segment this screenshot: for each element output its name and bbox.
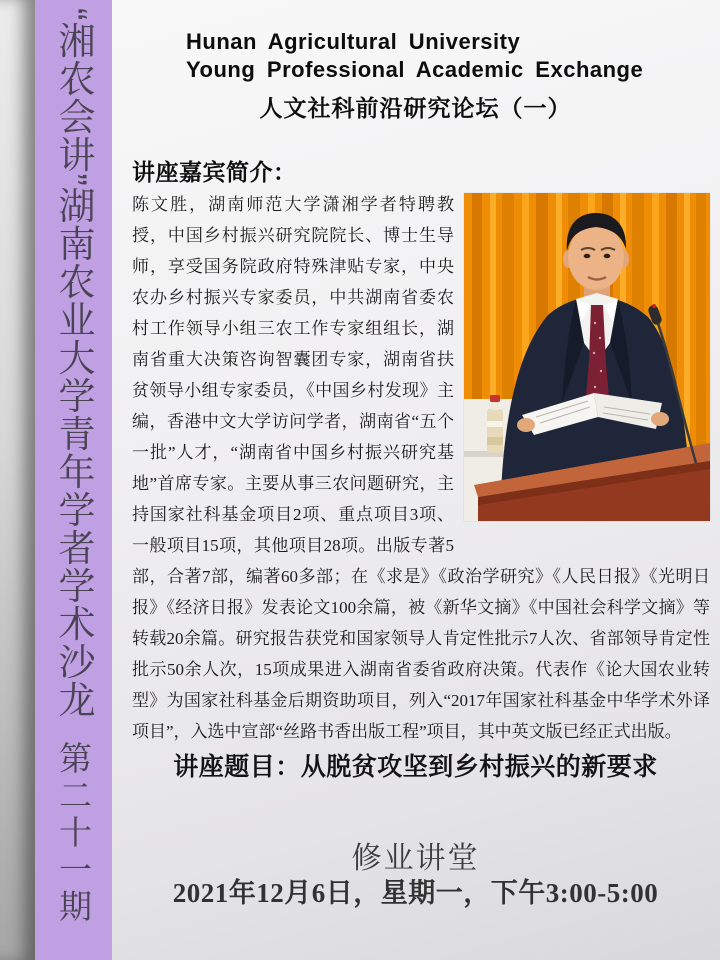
page-edge-shadow [0,0,35,960]
university-name: Hunan Agricultural University [186,29,521,54]
guest-bio [132,189,710,747]
event-name-en: Young Professional Academic Exchange [186,57,644,82]
series-title: “湘农会讲”湖南农业大学青年学者学术沙龙 [53,8,94,719]
university-header [186,28,643,84]
issue-number: 第二十一期 [55,740,92,926]
venue: 修业讲堂 [351,842,480,875]
speaker-photo [464,193,710,521]
lecture-title: 讲座题目：从脱贫攻坚到乡村振兴的新要求 [173,753,658,781]
event-datetime: 2021年12月6日，星期一，下午3:00-5:00 [172,878,659,908]
sidebar-banner [35,0,112,960]
guest-intro-label: 讲座嘉宾简介： [132,159,297,185]
forum-title: 人文社科前沿研究论坛（一） [259,95,572,121]
guest-bio-text: 陈文胜，湖南师范大学潇湘学者特聘教授，中国乡村振兴研究院院长、博士生导师，享受国务院政府特殊津贴专家，中央农办乡村振兴专家委员，中共湖南省委农村工作领导小组三农工作专家组组长，湖南省重大决策咨询智囊团专家，湖南省扶贫领导小组专家委员，《中国乡村发现》主编，香港中文大学访问学者，湖南省“五个一批”人才，“湖南省中国乡村振兴研究基地”首席专家。主要从事三农问题研究，主持国家社科基金项目2项、重点项目3项、一般项目15项，其他项目28项。出版专著5部，合著7部，编著60多部；在《求是》《政治学研究》《人民日报》《光明日报》《经济日报》发表论文100余篇，被《新华文摘》《中国社会科学文摘》等转载20余篇。研究报告获党和国家领导人肯定性批示7人次、省部领导肯定性批示50余人次，15项成果进入湖南省委省政府决策。代表作《论大国农业转型》为国家社科基金后期资助项目，列入“2017年国家社科基金中华学术外译项目”，入选中宣部“丝路书香出版工程”项目，其中英文版已经正式出版。 [132,195,710,741]
